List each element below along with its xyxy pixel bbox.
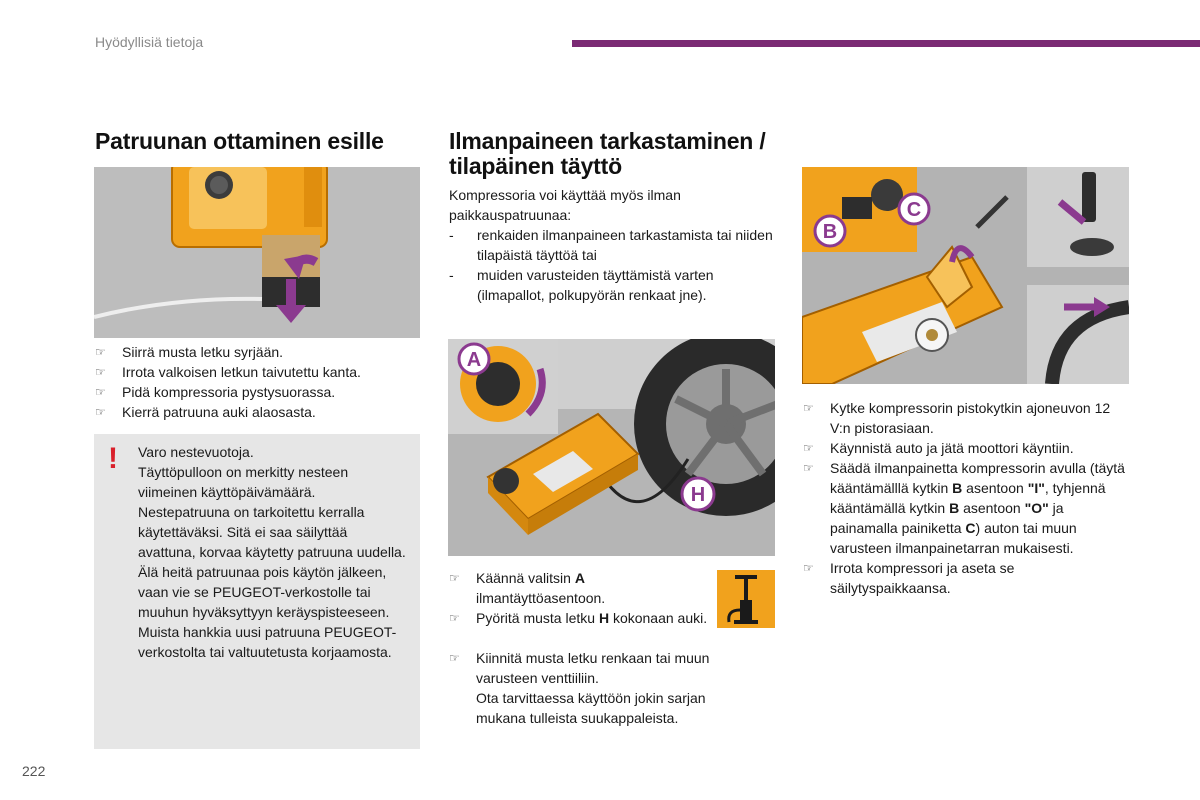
- list-item: ☞ Pyöritä musta letku H kokonaan auki.: [449, 610, 708, 626]
- figure-label-b: B: [822, 221, 838, 243]
- right-steps-list: [803, 398, 1133, 598]
- compressor-plug-figure: [802, 167, 1129, 384]
- figure-label-h: H: [690, 484, 706, 506]
- middle-steps-list: [449, 568, 711, 628]
- list-item: ☞ Säädä ilmanpainetta kompressorin avulla (täytä kääntämälllä kytkin B asentoon "I", tyhjennä kääntämällä kytkin B asentoon "O" ja painamalla painiketta C) auton tai muun varusteen ilmanpainetarran mukaisesti.: [803, 460, 1125, 556]
- list-item: ☞ Käynnistä auto ja jätä moottori käyntiin.: [803, 440, 1074, 456]
- list-item: - renkaiden ilmanpaineen tarkastamista tai niiden tilapäistä täyttöä tai: [449, 227, 773, 263]
- section-header: Hyödyllisiä tietoja: [95, 34, 204, 50]
- page-number: 222: [22, 763, 46, 779]
- figure-label-c: C: [906, 199, 922, 221]
- list-item: ☞ Kiinnitä musta letku renkaan tai muun varusteen venttiiliin. Ota tarvittaessa käyttöön jokin sarjan mukana tulleista suukappaleista.: [449, 650, 710, 726]
- list-item: ☞ Pidä kompressoria pystysuorassa.: [95, 384, 336, 400]
- warning-box: [94, 434, 420, 749]
- list-item: ☞ Siirrä musta letku syrjään.: [95, 344, 284, 360]
- middle-dash-list: [449, 225, 774, 305]
- cartridge-removal-figure: [94, 167, 420, 338]
- middle-section-title: Ilmanpaineen tarkastaminen / tilapäinen täyttö: [449, 128, 766, 179]
- list-item: ☞ Käännä valitsin A ilmantäyttöasentoon.: [449, 570, 606, 606]
- warning-text: Varo nestevuotoja. Täyttöpulloon on merkitty nesteen viimeinen käyttöpäivämäärä. Nestepatruuna on tarkoitettu kerralla käytettäväksi. Sitä ei saa säilyttää avattuna, korvaa käytetty patruuna uudella. Älä heitä patruunaa pois käytön jälkeen, vaan vie se PEUGEOT-verkostolle tai muuhun hyväksyttyyn keräyspisteeseen. Muista hankkia uusi patruuna PEUGEOT-verkostolta tai valtuutetusta korjaamosta.: [138, 444, 406, 660]
- list-item: ☞ Kytke kompressorin pistokytkin ajoneuvon 12 V:n pistorasiaan.: [803, 400, 1111, 436]
- figure-label-a: A: [466, 349, 482, 371]
- warning-icon: !: [108, 442, 118, 475]
- header-accent-bar: [572, 40, 1200, 47]
- list-item: ☞ Irrota valkoisen letkun taivutettu kanta.: [95, 364, 361, 380]
- left-steps-list: [95, 342, 415, 422]
- left-section-title: Patruunan ottaminen esille: [95, 128, 384, 154]
- list-item: - muiden varusteiden täyttämistä varten (ilmapallot, polkupyörän renkaat jne).: [449, 267, 714, 303]
- list-item: ☞ Kierrä patruuna auki alaosasta.: [95, 404, 316, 420]
- list-item: ☞ Irrota kompressori ja aseta se säilytyspaikkaansa.: [803, 560, 1015, 596]
- tire-pump-icon: [717, 570, 775, 628]
- middle-steps-list-cont: [449, 648, 749, 728]
- compressor-tire-figure: [448, 339, 775, 556]
- middle-intro: Kompressoria voi käyttää myös ilman paikkauspatruunaa: - renkaiden ilmanpaineen tarkastamista tai niiden tilapäistä täyttöä tai - muiden varusteiden täyttämistä varten (ilmapallot, polkupyörän renkaat jne).: [449, 187, 773, 303]
